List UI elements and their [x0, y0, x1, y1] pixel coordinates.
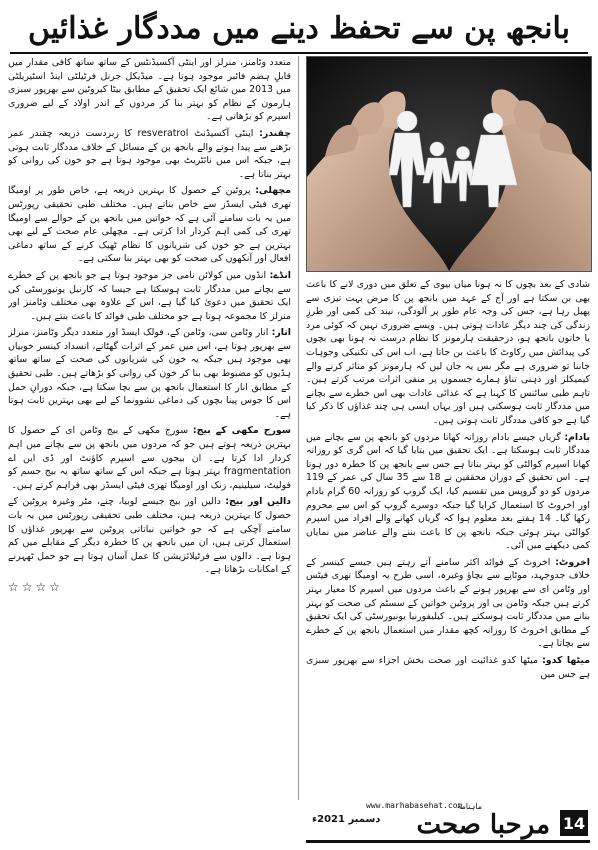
paragraph-almonds: بادام: گریاں جیسے بادام روزانہ کھانا مردوں کو بانجھ پن سے بچانے میں مددگار ثابت ہوسکتا ہے۔ ایک تحقیق میں بتایا گیا کہ اس گری کو روزانہ کھانا اسپرم کوالٹی کو بہتر بناتا ہے جس سے بانجھ پن کا خطرہ دور ہوتا ہے۔ اس تحقیق کے دوران محققین نے 18 سے 35 سال کی عمر کے 119 مردوں کو دو گروپس میں تقسیم کیا، ایک گروپ کو روزانہ 60 گرام بادام اور اخروٹ کا استعمال کرایا گیا جبکہ دوسرے گروپ کو اس سے محروم رکھا گیا۔ 14 ہفتے بعد معلوم ہوا کہ گریاں کھانے والے افراد میں اسپرم کوالٹی بہتر ہوئی جبکہ بانجھ پن کا باعث بننے والے عناصر میں نمایاں کمی دیکھنے میں آئی۔	[306, 431, 590, 552]
food-heading: مچھلی:	[255, 185, 291, 197]
paragraph-fish: مچھلی: پروٹین کے حصول کا بہترین ذریعہ ہے، خاص طور پر اومیگا تھری فیٹی ایسڈز سے خاص بناتے ہیں۔ مختلف طبی تحقیقی رپورٹس میں یہ بات سامنے آئی ہے کہ خواتین میں بانجھ پن کے حوالے سے اومیگا تھری کی کمی اہم کردار ادا کرتی ہے۔ مچھلی عام صحت کے لیے بھی بہترین ہے جو خون کی شریانوں کا نظام ٹھیک کرنے کے ساتھ دماغی افعال اور آنکھوں کی صحت کو بھی بہتر بنا سکتی ہے۔	[8, 185, 291, 265]
paragraph-walnuts: اخروٹ: اخروٹ کے فوائد اکثر سامنے آتے رہتے ہیں جیسے کینسر کے خلاف جدوجہد، موٹاپے سے بچاؤ وغیرہ، اسی طرح یہ اومیگا تھری فیٹس اور وٹامن ای سے بھرپور ہونے کے باعث مردوں میں اسپرم کا معیار بہتر کرتے ہیں جبکہ وٹامن بی اور پروٹین خواتین کے سسٹم کی صحت کو بہتر بنانے میں مددگار ثابت ہوسکتے ہیں۔ کیلیفورنیا یونیورسٹی کی ایک تحقیق کے مطابق اخروٹ کا روزانہ کچھ مقدار میں استعمال بانجھ پن کے خطرے سے بچاتا ہے۔	[306, 556, 590, 650]
food-heading: بادام:	[564, 431, 590, 443]
food-heading: دالیں اور بیج:	[225, 496, 291, 508]
footer-rule	[306, 840, 590, 843]
paragraph-sunflower-seeds: سورج مکھی کے بیج: سورج مکھی کے بیج وٹامن ای کے حصول کا بہترین ذریعہ ہوتے ہیں جو کہ مردوں میں بانجھ پن سے بچانے میں اہم کردار ادا کرتا ہے۔ ان بیجوں سے اسپرم کاؤنٹ اور ڈی این اے fragmentation بہتر ہوتا ہے جبکہ اس کے ساتھ ساتھ یہ بیج جسم کو فولیٹ، سیلینیم، زنک اور اومیگا تھری فیٹی ایسڈز بھی فراہم کرتے ہیں۔	[8, 425, 291, 491]
cupped-hands-icon	[307, 57, 591, 271]
website-url[interactable]: www.marhabasehat.com	[366, 801, 463, 810]
food-heading: سورج مکھی کے بیج:	[192, 425, 291, 437]
page-number: 14	[560, 810, 588, 836]
paragraph-lentils: دالیں اور بیج: دالیں اور بیج جیسے لوبیا، چنے، مٹر وغیرہ پروٹین کے حصول کا بہترین ذریعہ ہیں، مختلف طبی تحقیقی رپورٹس میں یہ بات سامنے آچکی ہے کہ جو خواتین نباتاتی پروٹین سے بھرپور غذاؤں کا استعمال کرتی ہیں، ان میں بانجھ پن کا خطرہ دیگر کے مقابلے میں کم ہوتا ہے۔ دالوں سے فرٹیلائزیشن کا عمل آسان ہوتا ہے جو حمل ٹھہرنے کے امکانات بڑھاتا ہے۔ ☆☆☆☆	[8, 496, 291, 594]
food-heading: اخروٹ:	[555, 556, 590, 568]
page-footer	[306, 800, 590, 846]
brand-tagline: ماہنامہ	[456, 802, 482, 811]
paragraph-pumpkin: میٹھا کدو: میٹھا کدو غذائیت اور صحت بخش اجزاء سے بھرپور سبزی ہے جس میں	[306, 655, 590, 680]
paragraph-pomegranate: انار: انار وٹامن سی، وٹامن کے، فولک ایسڈ اور متعدد دیگر وٹامنز، منرلز سے بھرپور ہوتا ہے، اس میں عمر کے اثرات گھٹانے، انسداد کینسر خوبیاں بھی موجود ہیں جبکہ یہ خون کی شریانوں کی صحت کے ساتھ ساتھ ہڈیوں کو مضبوط بھی بنا کر خون کی روانی کو بڑھاتے ہیں۔ طبی تحقیق کے مطابق انار کا استعمال بانجھ پن سے بچا سکتا ہے، جبکہ دورانِ حمل اس کا جوس پینا بچوں کی دماغی نشوونما کے لیے بھی بہترین ثابت ہوتا ہے۔	[8, 327, 291, 420]
column-divider	[298, 56, 299, 800]
paragraph-intro: شادی کے بعد بچوں کا نہ ہونا میاں بیوی کے تعلق میں دوری لانے کا باعث بھی بن سکتا ہے اور آج کے عہد میں بانجھ پن کا مرض بہت تیزی سے پھیل رہا ہے، جس کی وجہ عام طور پر آلودگی، نیند کی کمی اور طرزِ زندگی کی چند دیگر عادات ہوتی ہیں۔ ویسے ضروری نہیں کہ کوئی مرد یا خاتون بانجھ ہو، درحقیقت ہارمونز کا نظام درست نہ ہونا بھی بچوں کی پیدائش میں رکاوٹ کا باعث بن جاتا ہے، اب اس کی تکنیکی وجوہات جاننا تو ضروری ہے مگر بس یہ جان لیں کہ ہارمونز کو متاثر کرنے والے کیمیکلز اور ذہنی تناؤ ہمارے جسموں پر منفی اثرات مرتب کرتے ہیں۔ تاہم طبی سائنس کا کہنا ہے کہ غذائی عادات بھی اس خطرے سے بچانے میں مددگار ثابت ہوسکتی ہیں اور یہاں ایسی ہی چند غذاؤں کا ذکر کیا گیا ہے جو کافی مددگار ثابت ہوتی ہیں۔	[306, 279, 590, 426]
issue-date: دسمبر 2021ء	[312, 814, 381, 825]
magazine-logo: مرحبا صحت	[416, 810, 550, 840]
article-photo	[306, 56, 592, 272]
headline-text: بانجھ پن سے تحفظ دینے میں مددگار غذائیں	[28, 10, 570, 46]
paragraph-beetroot: چقندر: اینٹی آکسیڈنٹ resveratrol کا زبردست ذریعہ چقندر عمر بڑھنے سے پیدا ہونے والے بانجھ پن کے مسائل کے خلاف مددگار ثابت ہوتی ہے، جبکہ اس میں نائٹریٹ بھی موجود ہوتا ہے جو خون کی روانی کو بہتر بناتا ہے۔	[8, 127, 291, 180]
article-column-right	[306, 278, 590, 798]
article-headline	[10, 4, 588, 54]
paragraph-carrots: متعدد وٹامنز، منرلز اور اینٹی آکسیڈنٹس کے ساتھ ساتھ کافی مقدار میں قابلِ ہضم فائبر موجود ہوتا ہے۔ میڈیکل جرنل فرٹیلٹی اینڈ اسٹیریلٹی میں 2013 میں شائع ایک تحقیق کے مطابق بیٹا کیروٹین سے بھرپور سبزی ہارمون کے نظام کو بہتر بنا کر مردوں کے اندر اولاد کے لیے ضروری اسپرم کو بڑھاتی ہے۔	[8, 57, 291, 123]
food-heading: میٹھا کدو:	[542, 655, 590, 667]
food-heading: انار:	[271, 327, 291, 339]
food-heading: انڈے:	[269, 269, 291, 281]
article-column-left	[8, 56, 291, 832]
paragraph-eggs: انڈے: انڈوں میں کولائن نامی جز موجود ہوتا ہے جو بانجھ پن کے خطرے سے بچانے میں مددگار ثابت ہوسکتا ہے جیسا کہ کارنیل یونیورسٹی کی ایک تحقیق میں دعویٰ کیا گیا ہے، اس کے علاوہ بھی مختلف وٹامنز اور منرلز کا مجموعہ ہوتا ہے جو مختلف طبی فوائد کا باعث بنتے ہیں۔	[8, 269, 291, 322]
food-heading: چقندر:	[259, 127, 291, 139]
closing-stars: ☆☆☆☆	[8, 579, 64, 594]
